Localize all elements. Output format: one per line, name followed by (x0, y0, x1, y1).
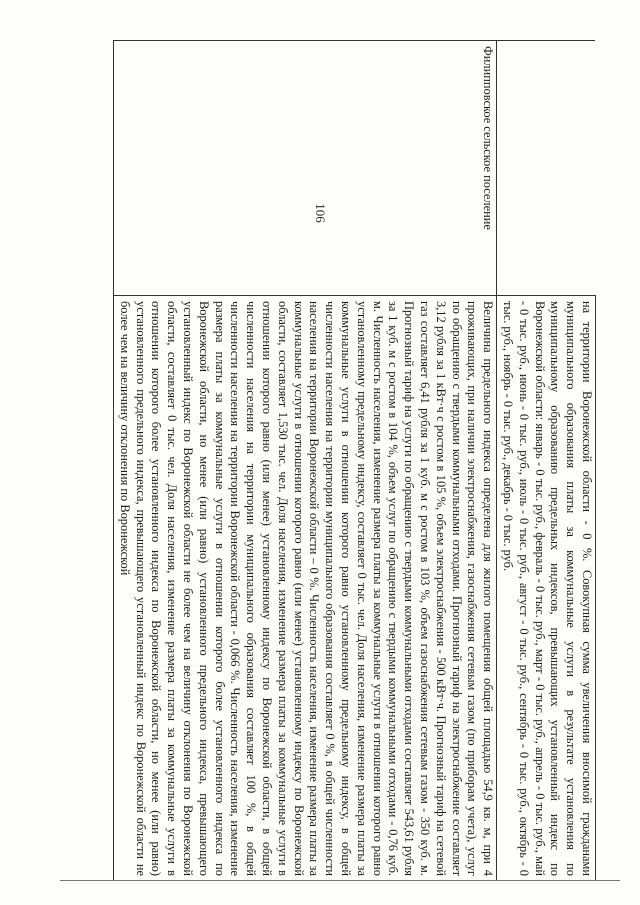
page-bottom-rule (60, 880, 620, 881)
table-row (114, 41, 497, 881)
tariff-table (113, 40, 596, 881)
page-number: 106 (313, 203, 328, 223)
rotated-table-container (71, 40, 596, 880)
municipality-cell (497, 41, 596, 296)
description-cell: Величина предельного индекса определена для жилого помещения общей площадью 54,9 кв. м, при 4 проживающих, при наличии электроснабжения, газоснабжения сетевым газом (по приборам учета), услуг по обращению с твердыми коммунальными отходами. Прогнозный тариф на электроснабжение составляет 3,12 рубля за 1 кВт·ч с ростом в 105 %, объем электроснабжения - 500 кВт·ч. Прогнозный тариф на сетевой газ составляет 6,41 рубля за 1 куб. м с ростом в 103 %, объем газоснабжения сетевым газом - 350 куб. м. Прогнозный тариф на услуги по обращению с твердыми коммунальными отходами составляет 543,61 рубля за 1 куб. м с ростом в 104 %, объем услуг по обращению с твердыми коммунальными отходами - 0,76 куб. м. Численность населения, изменение размера платы за коммунальные услуги в отношении которого равно установленному предельному индексу, составляет 0 тыс. чел. Доля населения, изменение размера платы за коммунальные услуги в отношении которого равно установленному предельному индексу, в общей численности населения на территории муниципального образования составляет 0 %, в общей численности населения на территории Воронежской области – 0 %. Численность населения, изменение размера платы за коммунальные услуги в отношении которого равно (или менее) установленному индексу по Воронежской области, составляет 1,530 тыс. чел. Доля населения, изменение размера платы за коммунальные услуги в отношении которого равно (или менее) установленному индексу по Воронежской области, в общей численности населения на территории муниципального образования составляет 100 %, в общей численности населения на территории Воронежской области - 0,066 %. Численность населения, изменение размера платы за коммунальные услуги в отношении которого более установленного индекса по Воронежской области, но менее (или равно) установленного предельного индекса, превышающего установленный индекс по Воронежской области не более чем на величину отклонения по Воронежской области, составляет 0 тыс. чел. Доля населения, изменение размера платы за коммунальные услуги в отношении которого более установленного индекса по Воронежской области, но менее (или равно) установленного предельного индекса, превышающего установленный индекс по Воронежской области не более чем на величину отклонения по Воронежской (114, 296, 497, 881)
description-cell: на территории Воронежской области - 0 %. Совокупная сумма увеличения вносимой гражданами муниципального образования платы за коммунальные услуги в результате установления по муниципальному образованию предельных индексов, превышающих установленный индекс по Воронежской области: январь - 0 тыс. руб., февраль - 0 тыс. руб., март - 0 тыс. руб., апрель - 0 тыс. руб., май - 0 тыс. руб., июнь - 0 тыс. руб., июль - 0 тыс. руб., август - 0 тыс. руб., сентябрь - 0 тыс. руб., октябрь - 0 тыс. руб., ноябрь - 0 тыс. руб., декабрь - 0 тыс. руб. (497, 296, 596, 881)
table-row (497, 41, 596, 881)
municipality-cell: Филипповское сельское поселение (114, 41, 497, 296)
